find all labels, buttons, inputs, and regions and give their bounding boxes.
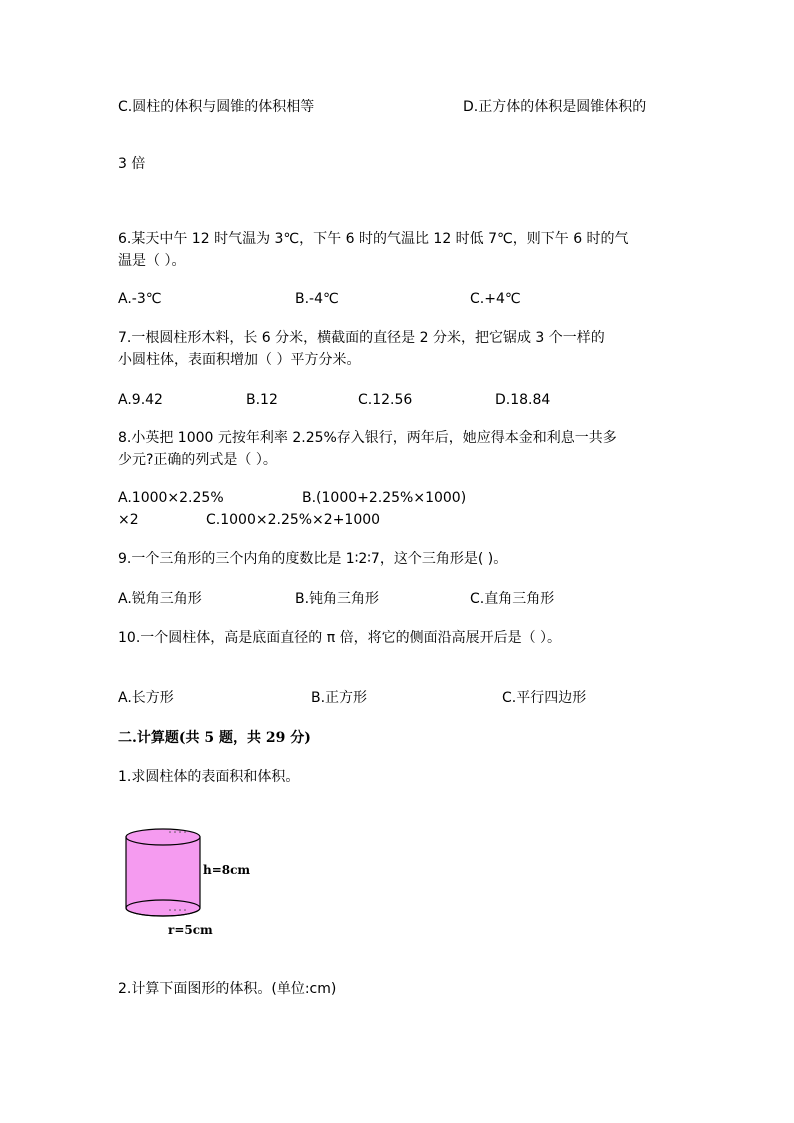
q8-option-c: C.1000×2.25%×2+1000 bbox=[206, 512, 381, 528]
q9-option-c: C.直角三角形 bbox=[470, 591, 555, 607]
q9-stem: 9.一个三角形的三个内角的度数比是 1∶2∶7，这个三角形是( )。 bbox=[118, 551, 508, 567]
q9-option-b: B.钝角三角形 bbox=[295, 591, 380, 607]
q7-option-d: D.18.84 bbox=[495, 392, 551, 408]
q5-option-c: C.圆柱的体积与圆锥的体积相等 bbox=[118, 99, 315, 115]
cylinder-figure bbox=[118, 822, 258, 942]
q6-option-b: B.-4℃ bbox=[295, 291, 339, 307]
q7-stem-line2: 小圆柱体，表面积增加（ ）平方分米。 bbox=[118, 352, 361, 368]
q7-stem-line1: 7.一根圆柱形木料，长 6 分米，横截面的直径是 2 分米，把它锯成 3 个一样的 bbox=[118, 330, 605, 346]
q6-stem-line1: 6.某天中午 12 时气温为 3℃，下午 6 时的气温比 12 时低 7℃，则下午 6 时的气 bbox=[118, 231, 629, 247]
q6-option-a: A.-3℃ bbox=[118, 291, 162, 307]
q5-option-d-continued: 3 倍 bbox=[118, 156, 146, 172]
cylinder-body bbox=[126, 837, 200, 916]
q6-stem-line2: 温是（ ）。 bbox=[118, 253, 186, 269]
cylinder-top-ellipse bbox=[126, 829, 200, 845]
calc2-stem: 2.计算下面图形的体积。(单位:cm) bbox=[118, 981, 337, 997]
cylinder-diagram bbox=[118, 822, 258, 942]
q7-option-b: B.12 bbox=[246, 392, 278, 408]
q10-option-c: C.平行四边形 bbox=[502, 690, 587, 706]
q9-option-a: A.锐角三角形 bbox=[118, 591, 202, 607]
section-heading: 二.计算题(共 5 题，共 29 分) bbox=[118, 730, 311, 746]
q7-option-a: A.9.42 bbox=[118, 392, 163, 408]
q8-option-b: B.(1000+2.25%×1000) bbox=[302, 490, 467, 506]
q7-option-c: C.12.56 bbox=[358, 392, 413, 408]
q5-option-d: D.正方体的体积是圆锥体积的 bbox=[463, 99, 647, 115]
q8-option-a: A.1000×2.25% bbox=[118, 490, 224, 506]
q8-stem-line2: 少元?正确的列式是（ ）。 bbox=[118, 452, 277, 468]
q8-stem-line1: 8.小英把 1000 元按年利率 2.25%存入银行，两年后，她应得本金和利息一共多 bbox=[118, 430, 617, 446]
radius-label: r=5cm bbox=[168, 923, 213, 937]
q10-option-a: A.长方形 bbox=[118, 690, 174, 706]
q10-option-b: B.正方形 bbox=[311, 690, 368, 706]
q10-stem: 10.一个圆柱体，高是底面直径的 π 倍，将它的侧面沿高展开后是（ ）。 bbox=[118, 630, 562, 646]
q8-option-b-continued: ×2 bbox=[118, 512, 139, 528]
height-label: h=8cm bbox=[203, 863, 251, 877]
q6-option-c: C.+4℃ bbox=[470, 291, 521, 307]
calc1-stem: 1.求圆柱体的表面积和体积。 bbox=[118, 769, 300, 785]
